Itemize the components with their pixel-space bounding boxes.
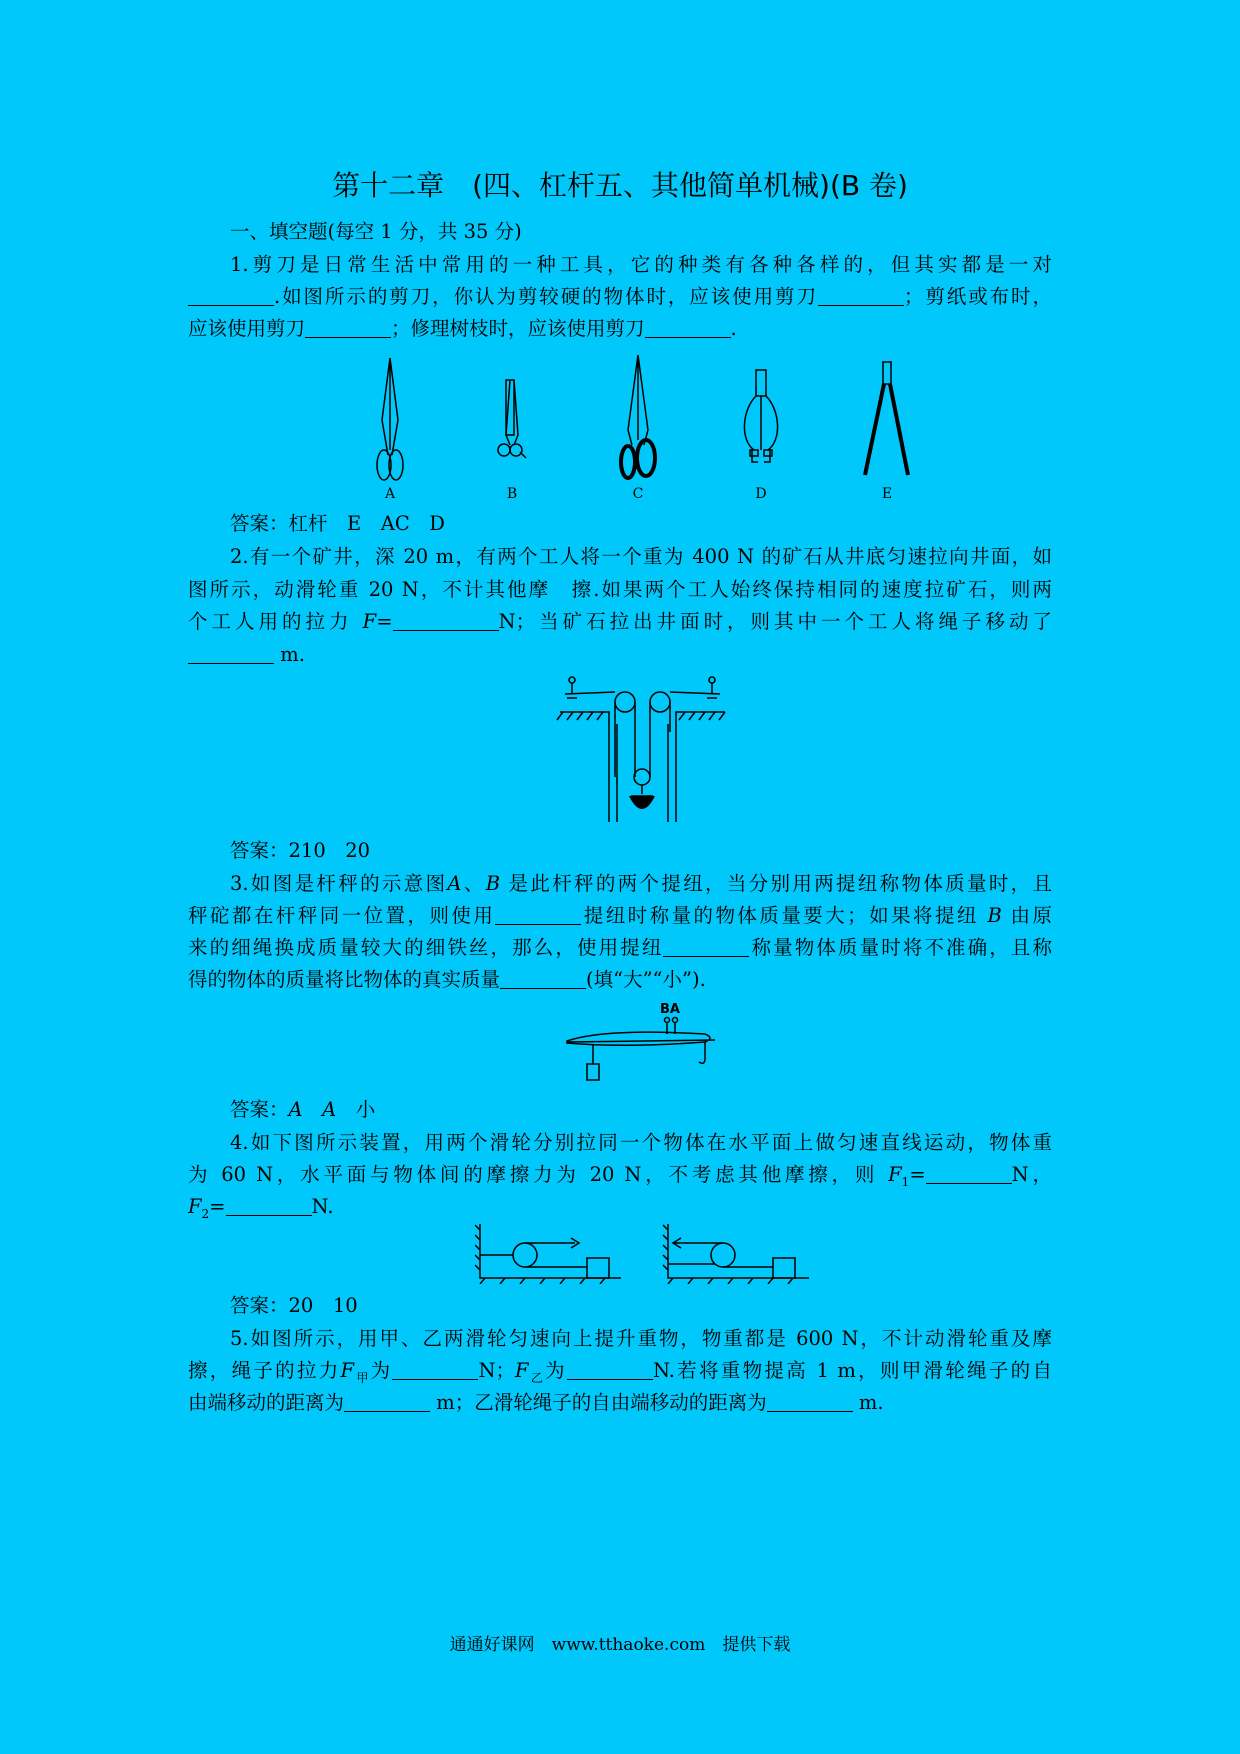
mine-pulley-figure	[555, 672, 730, 827]
scissors-label-b: B	[506, 486, 518, 502]
scissors-label-e: E	[881, 486, 893, 502]
q1-blank2[interactable]	[818, 286, 904, 307]
section-heading: 一、填空题(每空 1 分，共 35 分)	[230, 220, 522, 243]
pulley-setup-2	[663, 1224, 809, 1284]
q4-blank1[interactable]	[926, 1164, 1012, 1185]
q4-line3: $F_2= N$.	[188, 1195, 334, 1221]
scissors-a-icon	[377, 358, 403, 480]
q3-blank3[interactable]	[500, 969, 586, 990]
q5-line2: 擦，绳子的拉力$F_甲$为 N；$F_乙$为 N.若将重物提高 1 m，则甲滑轮绳子的自	[188, 1359, 1052, 1385]
q1-blank3[interactable]	[305, 318, 391, 339]
q5-blank4[interactable]	[767, 1392, 853, 1413]
q2-blank2[interactable]	[188, 644, 274, 665]
scissors-e-icon	[865, 362, 908, 475]
q3-line4: 得的物体的质量将比物体的真实质量 (填“大”“小”).	[188, 968, 706, 991]
steelyard-label: BA	[660, 1002, 680, 1017]
scissors-figure	[360, 350, 920, 505]
scissors-c-icon	[621, 355, 655, 478]
steelyard-figure	[565, 998, 720, 1086]
q3-line3: 来的细绳换成质量较大的细铁丝，那么，使用提纽 称量物体质量时将不准确，且称	[188, 936, 1052, 959]
q4-answer: 答案：20 10	[230, 1294, 358, 1317]
scissors-d-icon	[744, 370, 777, 462]
q2-answer: 答案：210 20	[230, 839, 371, 862]
pulley-setup-1	[475, 1224, 621, 1284]
q5-line3: 由端移动的距离为 m；乙滑轮绳子的自由端移动的距离为 m.	[188, 1391, 884, 1414]
q2-line4: m.	[188, 642, 1052, 667]
q3-blank2[interactable]	[663, 937, 749, 958]
q4-line1: 4.如下图所示装置，用两个滑轮分别拉同一个物体在水平面上做匀速直线运动，物体重	[230, 1131, 1052, 1154]
q1-answer: 答案：杠杆 E AC D	[230, 512, 445, 535]
q1-blank1[interactable]	[188, 286, 274, 307]
q3-line1: 3.如图是杆秤的示意图A、B 是此杆秤的两个提纽，当分别用两提纽称物体质量时，且	[230, 872, 1052, 895]
q5-blank3[interactable]	[344, 1392, 430, 1413]
q1-blank4[interactable]	[645, 318, 731, 339]
q3-blank1[interactable]	[495, 905, 581, 926]
q2-line3: 个工人用的拉力 F= N；当矿石拉出井面时，则其中一个工人将绳子移动了	[188, 610, 1052, 633]
scissors-label-c: C	[632, 486, 644, 502]
q1-line2: .如图所示的剪刀，你认为剪较硬的物体时，应该使用剪刀 ；剪纸或布时，	[188, 284, 1052, 309]
pulley-pair-figure	[475, 1222, 815, 1284]
q3-answer: 答案：A A 小	[230, 1098, 376, 1121]
page-footer: 通通好课网 www.tthaoke.com 提供下载	[449, 1635, 791, 1655]
q3-line2: 秤砣都在杆秤同一位置，则使用 提纽时称量的物体质量要大；如果将提纽 B 由原	[188, 904, 1052, 927]
q2-blank1[interactable]	[393, 611, 499, 632]
q5-line1: 5.如图所示，用甲、乙两滑轮匀速向上提升重物，物重都是 600 N，不计动滑轮重及摩	[230, 1327, 1052, 1350]
q1-line3: 应该使用剪刀 ；修理树枝时，应该使用剪刀 .	[188, 317, 737, 340]
q5-blank2[interactable]	[567, 1360, 653, 1381]
q2-line1: 2.有一个矿井，深 20 m，有两个工人将一个重为 400 N 的矿石从井底匀速拉向井面，如	[230, 545, 1052, 568]
q4-blank2[interactable]	[226, 1196, 312, 1217]
q1-line1: 1.剪刀是日常生活中常用的一种工具，它的种类有各种各样的，但其实都是一对	[230, 253, 1052, 276]
scissors-b-icon	[498, 380, 526, 458]
scissors-label-a: A	[384, 486, 396, 502]
q5-blank1[interactable]	[392, 1360, 478, 1381]
page-title: 第十二章 (四、杠杆五、其他简单机械)(B 卷)	[332, 169, 908, 202]
q2-line2: 图所示，动滑轮重 20 N，不计其他摩 擦.如果两个工人始终保持相同的速度拉矿石，则两	[188, 578, 1052, 601]
q4-line2: 为 60 N，水平面与物体间的摩擦力为 20 N，不考虑其他摩擦，则 $F_1= N$，	[188, 1163, 1053, 1189]
scissors-label-d: D	[755, 486, 767, 502]
